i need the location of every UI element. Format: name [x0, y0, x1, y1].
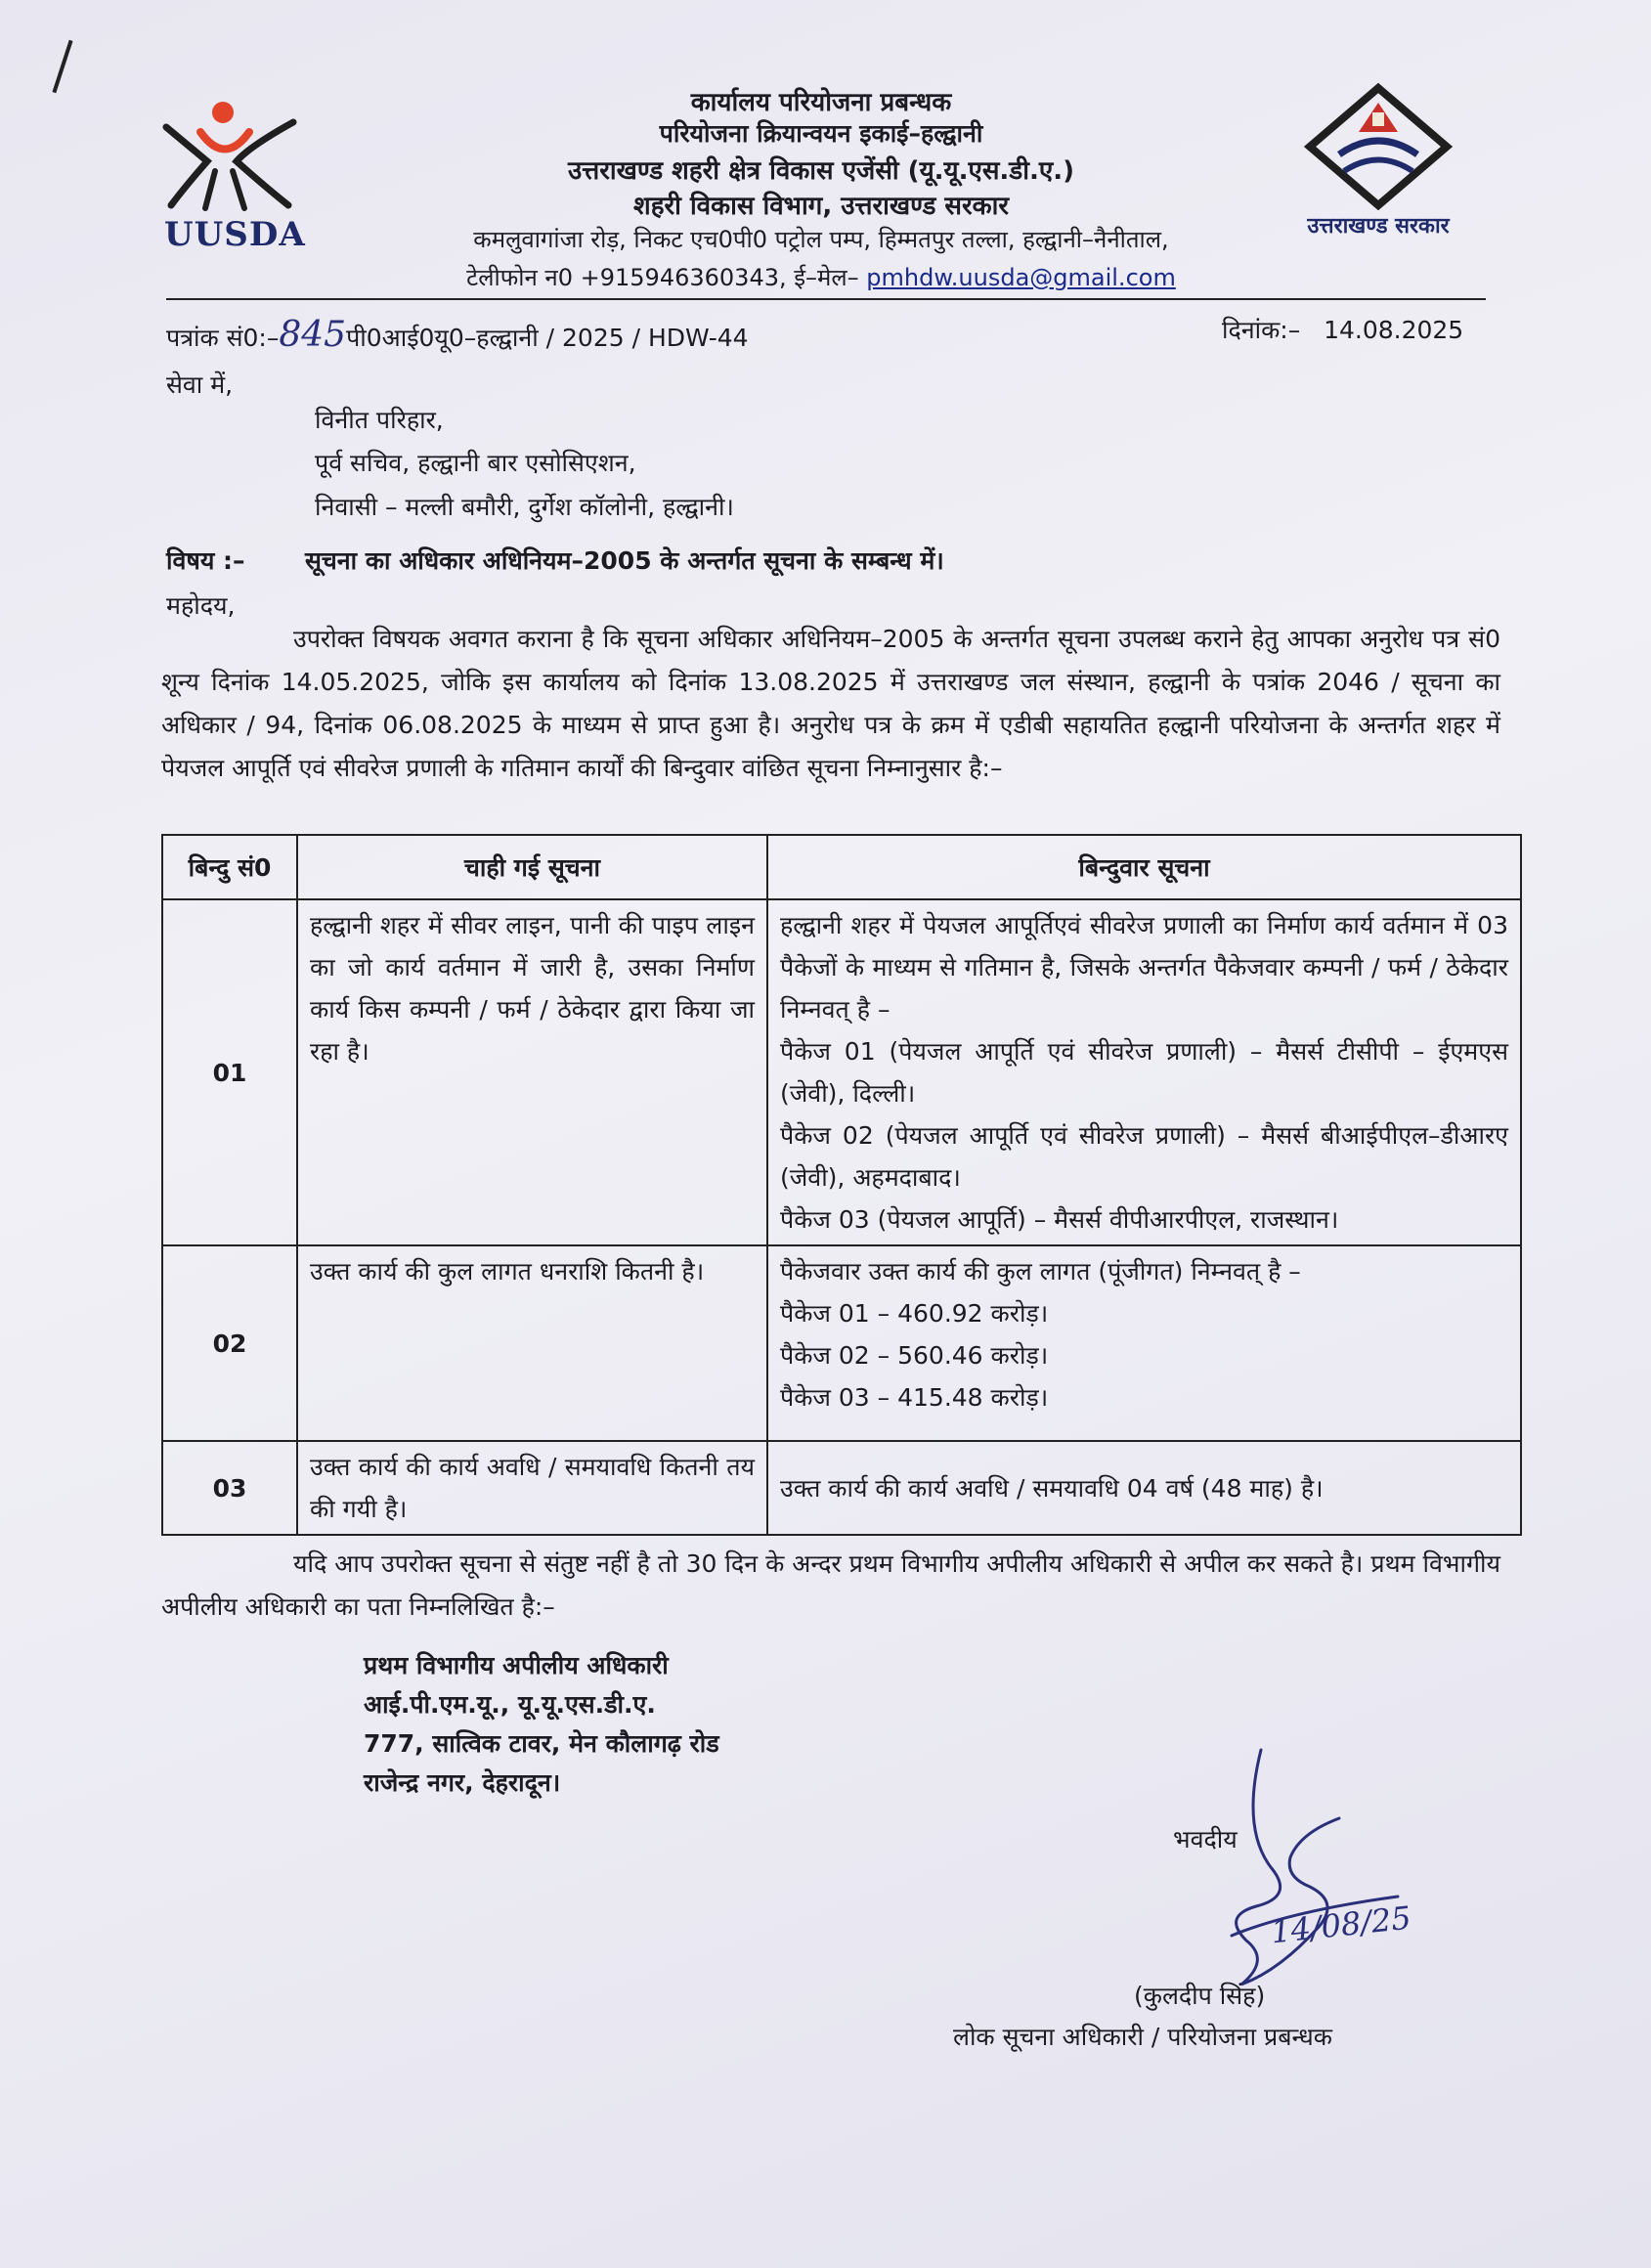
header-pointwise-info: बिन्दुवार सूचना [767, 835, 1521, 899]
answer-line: पैकेज 02 (पेयजल आपूर्ति एवं सीवरेज प्रणाली) – मैसर्स बीआईपीएल–डीआरए (जेवी), अहमदाबाद। [780, 1121, 1508, 1192]
handwritten-date: 14/08/25 [1269, 1898, 1413, 1951]
reference-prefix: पत्रांक सं0:– [166, 324, 280, 352]
recipient-address: निवासी – मल्ली बमौरी, दुर्गेश कॉलोनी, हल्द्वानी। [315, 493, 734, 521]
table-row [162, 1441, 1521, 1535]
uusda-logo [147, 93, 313, 254]
answer-line: उक्त कार्य की कार्य अवधि / समयावधि 04 वर्ष (48 माह) है। [780, 1473, 1324, 1503]
greeting: महोदय, [166, 591, 236, 620]
handwritten-letter-number: 845 [279, 315, 347, 355]
signatory-designation: लोक सूचना अधिकारी / परियोजना प्रबन्धक [953, 2023, 1333, 2051]
handwritten-signature [1202, 1740, 1447, 2014]
body-paragraph: उपरोक्त विषयक अवगत कराना है कि सूचना अधिकार अधिनियम–2005 के अन्तर्गत सूचना उपलब्ध कराने हेतु आपका अनुरोध पत्र सं0 शून्य दिनांक 14.05.2025, जोकि इस कार्यालय को दिनांक 13.08.2025 में उत्तराखण्ड जल संस्थान, हल्द्वानी के पत्रांक 2046 / सूचना का अधिकार / 94, दिनांक 06.08.2025 के माध्यम से प्राप्त हुआ है। अनुरोध पत्र के क्रम में एडीबी सहायतित हल्द्वानी परियोजना के अन्तर्गत शहर में पेयजल आपूर्ति एवं सीवरेज प्रणाली के गतिमान कार्यों की बिन्दुवार वांछित सूचना निम्नानुसार है:– [161, 625, 1500, 782]
header-divider [166, 298, 1486, 300]
row-question: उक्त कार्य की कुल लागत धनराशि कितनी है। [297, 1245, 767, 1441]
subject-label: विषय :– [166, 546, 245, 575]
row-number: 03 [162, 1441, 297, 1535]
appeal-paragraph: यदि आप उपरोक्त सूचना से संतुष्ट नहीं है तो 30 दिन के अन्दर प्रथम विभागीय अपीलीय अधिकारी से अपील कर सकते है। प्रथम विभागीय अपीलीय अधिकारी का पता निम्नलिखित है:– [161, 1549, 1500, 1621]
row-answer [767, 1441, 1521, 1535]
letter-date [1222, 313, 1463, 346]
row-question: हल्द्वानी शहर में सीवर लाइन, पानी की पाइप लाइन का जो कार्य वर्तमान में जारी है, उसका निर्माण कार्य किस कम्पनी / फर्म / ठेकेदार द्वारा किया जा रहा है। [297, 899, 767, 1245]
email-link[interactable]: pmhdw.uusda@gmail.com [866, 264, 1176, 291]
appellate-office: आई.पी.एम.यू., यू.यू.एस.डी.ए. [364, 1690, 656, 1719]
information-table [161, 834, 1522, 1536]
uusda-logo-text: UUSDA [164, 215, 306, 254]
agency-name: उत्तराखण्ड शहरी क्षेत्र विकास एजेंसी (यू.यू.एस.डी.ए.) [568, 156, 1074, 186]
unit-name: परियोजना क्रियान्वयन इकाई–हल्द्वानी [659, 119, 983, 148]
table-row [162, 899, 1521, 1245]
pen-mark [52, 40, 72, 93]
to-label: सेवा में, [166, 371, 234, 399]
table-header-row [162, 835, 1521, 899]
uttarakhand-govt-emblem [1290, 78, 1466, 254]
recipient-designation: पूर्व सचिव, हल्द्वानी बार एसोसिएशन, [315, 449, 636, 477]
answer-line: पैकेज 01 (पेयजल आपूर्ति एवं सीवरेज प्रणाली) – मैसर्स टीसीपी – ईएमएस (जेवी), दिल्ली। [780, 1037, 1508, 1108]
answer-line: पैकेज 03 (पेयजल आपूर्ति) – मैसर्स वीपीआरपीएल, राजस्थान। [780, 1205, 1339, 1234]
govt-emblem-icon [1290, 78, 1466, 210]
answer-line: पैकेज 03 – 415.48 करोड़। [780, 1383, 1049, 1412]
row-question: उक्त कार्य की कार्य अवधि / समयावधि कितनी तय की गयी है। [297, 1441, 767, 1535]
telephone-text: टेलीफोन न0 +915946360343, ई–मेल– [466, 264, 867, 291]
recipient-name: विनीत परिहार, [315, 406, 444, 434]
table-row [162, 1245, 1521, 1441]
office-address: कमलुवागांजा रोड़, निकट एच0पी0 पट्रोल पम्प, हिम्मतपुर तल्ला, हल्द्वानी–नैनीताल, [473, 226, 1169, 253]
reference-number [166, 315, 749, 355]
date-value: 14.08.2025 [1324, 316, 1464, 344]
signatory-name: (कुलदीप सिंह) [1134, 1982, 1266, 2010]
closing-text: भवदीय [1173, 1825, 1238, 1854]
reference-suffix: पी0आई0यू0–हल्द्वानी / 2025 / HDW-44 [346, 324, 749, 352]
office-title: कार्यालय परियोजना प्रबन्धक [690, 88, 952, 117]
row-answer [767, 1245, 1521, 1441]
subject-text: सूचना का अधिकार अधिनियम–2005 के अन्तर्गत सूचना के सम्बन्ध में। [305, 546, 944, 575]
row-number: 01 [162, 899, 297, 1245]
appellate-street: 777, सात्विक टावर, मेन कौलागढ़ रोड [364, 1729, 719, 1758]
govt-emblem-caption: उत्तराखण्ड सरकार [1307, 214, 1450, 239]
appellate-title: प्रथम विभागीय अपीलीय अधिकारी [364, 1651, 669, 1679]
department-name: शहरी विकास विभाग, उत्तराखण्ड सरकार [633, 192, 1009, 221]
date-label: दिनांक:– [1222, 316, 1301, 344]
answer-line: पैकेजवार उक्त कार्य की कुल लागत (पूंजीगत) निम्नवत् है – [780, 1257, 1301, 1286]
row-number: 02 [162, 1245, 297, 1441]
answer-line: हल्द्वानी शहर में पेयजल आपूर्तिएवं सीवरेज प्रणाली का निर्माण कार्य वर्तमान में 03 पैकेजों के माध्यम से गतिमान है, जिसके अन्तर्गत पैकेजवार कम्पनी / फर्म / ठेकेदार निम्नवत् है – [780, 911, 1508, 1024]
answer-line: पैकेज 01 – 460.92 करोड़। [780, 1299, 1049, 1328]
header-point-no: बिन्दु सं0 [162, 835, 297, 899]
uusda-figure-icon [147, 93, 313, 215]
row-answer [767, 899, 1521, 1245]
appellate-city: राजेन्द्र नगर, देहरादून। [364, 1768, 561, 1797]
answer-line: पैकेज 02 – 560.46 करोड़। [780, 1341, 1049, 1370]
contact-line [352, 261, 1290, 293]
header-requested-info: चाही गई सूचना [297, 835, 767, 899]
